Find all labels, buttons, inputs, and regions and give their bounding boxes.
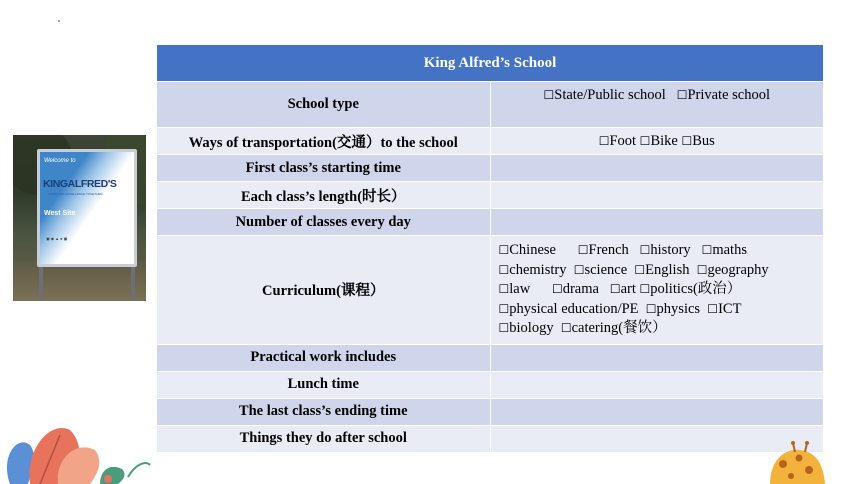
option-checkbox[interactable]: ☐ English (634, 262, 689, 278)
row-label-class-length: Each class’s length(时长） (157, 182, 491, 209)
option-checkbox[interactable]: ☐ law (499, 281, 531, 297)
option-checkbox[interactable]: ☐ chemistry (499, 262, 567, 278)
table-row (157, 155, 824, 182)
curriculum-line (499, 261, 824, 281)
answer-cell[interactable] (490, 398, 824, 425)
sign-welcome-text: Welcome to (44, 158, 76, 164)
option-checkbox[interactable]: ☐ drama (552, 281, 599, 297)
answer-cell[interactable] (490, 155, 824, 182)
table-row (157, 344, 824, 371)
option-checkbox[interactable]: ☐ French (578, 242, 629, 258)
curriculum-line (499, 319, 824, 339)
row-label-lunch-time: Lunch time (157, 371, 491, 398)
answer-cell[interactable] (490, 371, 824, 398)
answer-cell[interactable] (490, 182, 824, 209)
curriculum-line (499, 241, 824, 261)
school-sign (37, 149, 137, 267)
answer-cell[interactable] (490, 344, 824, 371)
table-row (157, 236, 824, 345)
sign-school-name: KINGALFRED'S (43, 178, 117, 190)
school-sign-photo (13, 135, 146, 301)
transportation-options (490, 128, 824, 155)
option-checkbox[interactable]: ☐ history (640, 242, 691, 258)
curriculum-line (499, 300, 824, 320)
option-checkbox[interactable]: ☐ catering(餐饮） (561, 320, 667, 336)
option-checkbox[interactable]: ☐ biology (499, 320, 554, 336)
table-row (157, 425, 824, 452)
table-row (157, 371, 824, 398)
school-info-table (156, 44, 824, 453)
option-checkbox[interactable]: ☐ physical education/PE (499, 301, 639, 317)
sign-logos: ▣ ◆ ▲ ● ▣ (46, 236, 68, 241)
row-label-number-of-classes: Number of classes every day (157, 209, 491, 236)
giraffe-decoration (765, 440, 860, 484)
row-label-after-school: Things they do after school (157, 425, 491, 452)
option-checkbox[interactable]: ☐ politics(政治） (640, 281, 742, 297)
curriculum-line (499, 280, 824, 300)
table-row (157, 182, 824, 209)
option-checkbox[interactable]: ☐ maths (702, 242, 747, 258)
option-checkbox[interactable]: ☐ Foot (599, 133, 636, 149)
option-checkbox[interactable]: ☐ State/Public school (543, 87, 665, 103)
table-row (157, 209, 824, 236)
school-type-options (490, 82, 824, 128)
table-row (157, 128, 824, 155)
option-checkbox[interactable]: ☐ science (574, 262, 627, 278)
row-label-curriculum: Curriculum(课程） (157, 236, 491, 345)
sign-tagline: ACHIEVING EXCELLENCE TOGETHER (48, 192, 103, 196)
curriculum-options (490, 236, 824, 345)
row-label-school-type: School type (157, 82, 491, 128)
decorative-dot (58, 20, 60, 22)
row-label-transportation: Ways of transportation(交通）to the school (157, 128, 491, 155)
sign-site-name: West Site (44, 210, 76, 217)
leaf-decoration (0, 415, 160, 484)
row-label-practical-work: Practical work includes (157, 344, 491, 371)
row-label-last-class: The last class’s ending time (157, 398, 491, 425)
table-row (157, 82, 824, 128)
option-checkbox[interactable]: ☐ ICT (707, 301, 741, 317)
option-checkbox[interactable]: ☐ geography (697, 262, 769, 278)
option-checkbox[interactable]: ☐ physics (646, 301, 700, 317)
answer-cell[interactable] (490, 209, 824, 236)
option-checkbox[interactable]: ☐ Private school (677, 87, 770, 103)
table-row (157, 398, 824, 425)
option-checkbox[interactable]: ☐ art (610, 281, 636, 297)
option-checkbox[interactable]: ☐ Chinese (499, 242, 556, 258)
option-checkbox[interactable]: ☐ Bike (640, 133, 678, 149)
table-title: King Alfred’s School (157, 45, 824, 82)
row-label-first-class: First class’s starting time (157, 155, 491, 182)
option-checkbox[interactable]: ☐ Bus (681, 133, 714, 149)
